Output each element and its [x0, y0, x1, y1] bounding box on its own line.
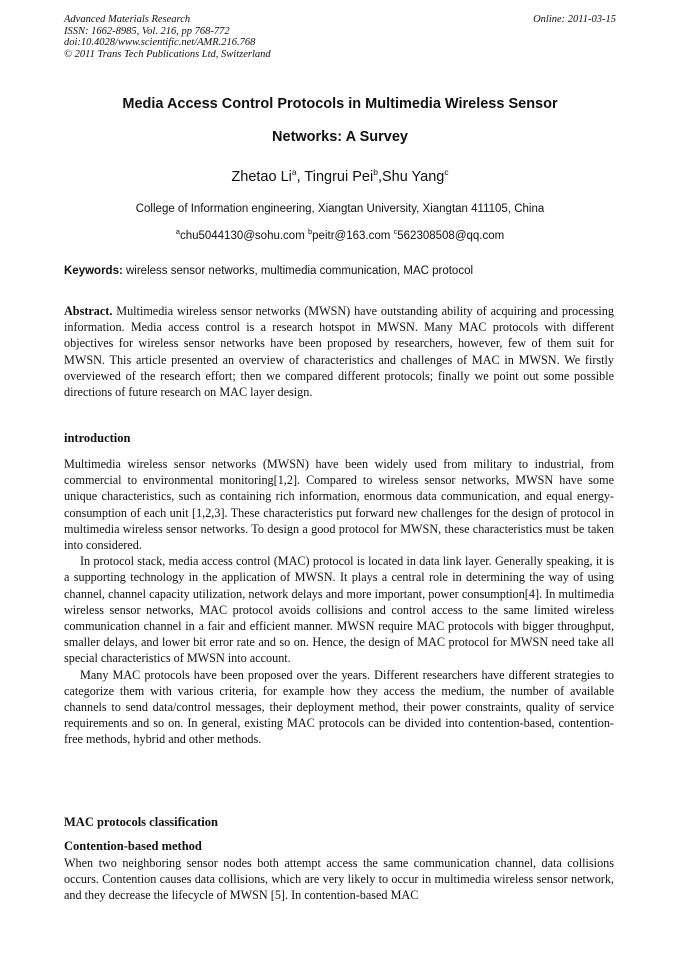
author-separator: , [296, 168, 305, 185]
online-date: Online: 2011-03-15 [533, 14, 616, 25]
paper-title [64, 88, 616, 154]
email-list [64, 227, 616, 242]
author-name: Zhetao Li [231, 168, 292, 185]
title-line-1: Media Access Control Protocols in Multimedia Wireless Sensor [122, 96, 558, 112]
contention-body [64, 855, 614, 904]
abstract [64, 303, 614, 400]
abstract-label: Abstract. [64, 304, 113, 318]
email-address[interactable]: 562308508@qq.com [397, 229, 505, 242]
paragraph: Many MAC protocols have been proposed over the years. Different researchers have different strategies to categorize them with various criteria, for example how they access the medium, the number of available channels to send data/control messages, their deployment method, their power constraints, quality of service requirements and so on. In general, existing MAC protocols can be divided into contention-based, contention-free methods, hybrid and other methods. [64, 667, 614, 747]
keywords-text: wireless sensor networks, multimedia communication, MAC protocol [122, 265, 474, 277]
paragraph: When two neighboring sensor nodes both attempt access the same communication channel, data collisions occurs. Contention causes data collisions, which are very likely to occur in multimedia wireless sensor network, and they decrease the lifecycle of MWSN [5]. In contention-based MAC [64, 856, 614, 903]
paragraph: Multimedia wireless sensor networks (MWSN) have been widely used from military to industrial, from commercial to environmental monitoring[1,2]. Compared to wireless sensor networks, MWSN have some unique characteristics, such as containing rich information, enormous data communication, and equal energy-consumption of each unit [1,2,3]. These characteristics put forward new challenges for the design of protocol in multimedia wireless sensor networks. To design a good protocol for MWSN, these characteristics must be taken into considered. [64, 457, 614, 553]
author-sup: c [444, 167, 449, 177]
introduction-body [64, 456, 614, 748]
section-heading-introduction: introduction [64, 431, 131, 445]
author-sup: a [291, 167, 297, 177]
author-list [64, 167, 616, 185]
affiliation: College of Information engineering, Xiangtan University, Xiangtan 411105, China [135, 203, 545, 215]
journal-header [64, 14, 616, 60]
author-name: Shu Yang [381, 168, 445, 185]
section-heading-mac-classification: MAC protocols classification [64, 815, 218, 829]
email-sup: b [307, 227, 313, 236]
journal-doi: doi:10.4028/www.scientific.net/AMR.216.768 [64, 37, 256, 48]
journal-copyright: © 2011 Trans Tech Publications Ltd, Switzerland [64, 48, 271, 60]
journal-issn: ISSN: 1662-8985, Vol. 216, pp 768-772 [64, 25, 230, 37]
title-line-2: Networks: A Survey [272, 129, 408, 145]
keywords [64, 265, 616, 277]
author-sup: b [373, 167, 378, 177]
subsection-heading-contention: Contention-based method [64, 839, 202, 853]
email-address[interactable]: peitr@163.com [312, 229, 394, 242]
keywords-label: Keywords: [64, 265, 123, 277]
author-separator: , [377, 168, 382, 185]
abstract-text: Multimedia wireless sensor networks (MWSN) have outstanding ability of acquiring and processing information. Media access control is a research hotspot in MWSN. Many MAC protocols with different objectives for wireless sensor networks have been proposed by researchers, however, few of them suit for MWSN. This article presented an overview of characteristics and challenges of MAC in MWSN. We firstly overviewed of the research effort; then we compared different protocols; finally we point out some possible directions of future research on MAC layer design. [64, 304, 614, 400]
email-address[interactable]: chu5044130@sohu.com [179, 229, 308, 242]
email-sup: c [393, 227, 398, 236]
author-name: Tingrui Pei [304, 168, 374, 185]
paragraph: In protocol stack, media access control (MAC) protocol is located in data link layer. Generally speaking, it is a supporting technology in the application of MWSN. It plays a central role in determining the way of using channel, channel capacity utilization, network delays and more important, power consumption[4]. In multimedia wireless sensor networks, MAC protocol avoids collisions and control access to the same limited wireless communication channel in a fair and efficient manner. MWSN require MAC protocols with bigger throughput, smaller delays, and lower bit error rate and so on. Hence, the design of MAC protocol for MWSN need take all special characteristics of MWSN into account. [64, 554, 614, 666]
email-sup: a [175, 227, 180, 236]
journal-name: Advanced Materials Research [64, 14, 191, 25]
